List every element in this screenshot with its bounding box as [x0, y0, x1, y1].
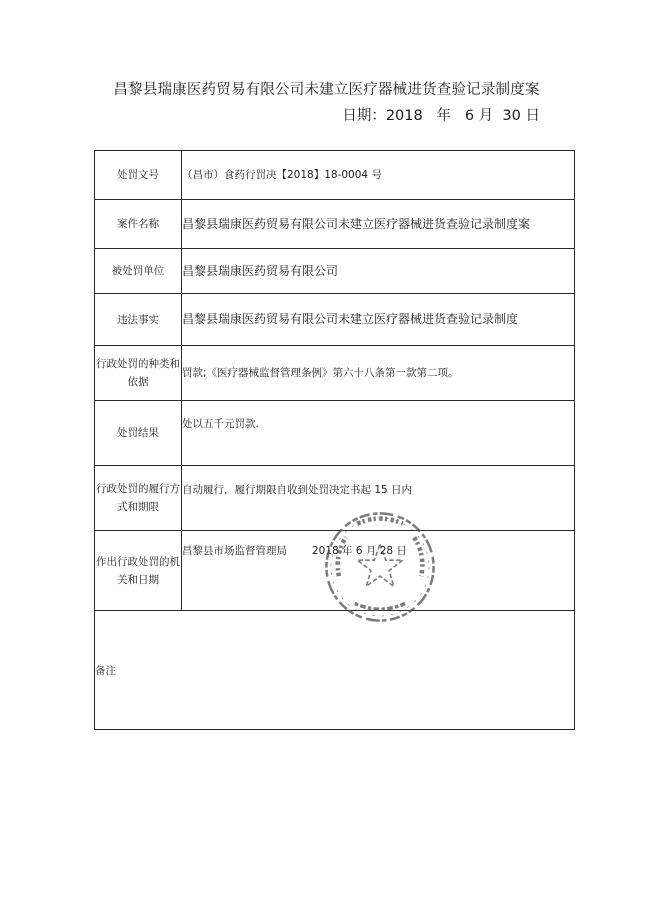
- row-label-penalized-entity: 被处罚单位: [95, 249, 182, 294]
- document-title: 昌黎县瑞康医药贸易有限公司未建立医疗器械进货查验记录制度案: [113, 82, 540, 98]
- document-date: 日期：2018 年 6 月 30 日: [342, 108, 540, 124]
- official-seal-stamp: [323, 510, 437, 624]
- decision-date: 2018 年 6 月 28 日: [312, 545, 407, 557]
- row-label-penalty-type-basis: 行政处罚的种类和依据: [95, 346, 182, 401]
- row-value-execution-method: 自动履行，履行期限自收到处罚决定书起 15 日内: [182, 466, 575, 531]
- table-row: [95, 346, 575, 401]
- remarks-label: 备注: [95, 611, 575, 730]
- row-label-violation-facts: 违法事实: [95, 294, 182, 346]
- row-value-case-name: 昌黎县瑞康医药贸易有限公司未建立医疗器械进货查验记录制度案: [182, 200, 575, 249]
- row-value-penalty-result: 处以五千元罚款.: [182, 401, 575, 466]
- row-label-decision-number: 处罚文号: [95, 151, 182, 200]
- table-row: [95, 249, 575, 294]
- row-value-violation-facts: 昌黎县瑞康医药贸易有限公司未建立医疗器械进货查验记录制度: [182, 294, 575, 346]
- row-value-penalty-type-basis: 罚款;《医疗器械监督管理条例》第六十八条第一款第二项。: [182, 346, 575, 401]
- penalty-info-table: [94, 150, 575, 730]
- row-value-penalized-entity: 昌黎县瑞康医药贸易有限公司: [182, 249, 575, 294]
- seal-graphic: [326, 513, 433, 620]
- authority-name: 昌黎县市场监督管理局: [182, 545, 287, 557]
- row-label-execution-method: 行政处罚的履行方式和期限: [95, 466, 182, 531]
- row-label-case-name: 案件名称: [95, 200, 182, 249]
- table-row: [95, 294, 575, 346]
- table-row: [95, 200, 575, 249]
- table-row: [95, 151, 575, 200]
- row-value-decision-number: （昌市）食药行罚决【2018】18-0004 号: [182, 151, 575, 200]
- table-row: [95, 401, 575, 466]
- row-label-penalty-result: 处罚结果: [95, 401, 182, 466]
- row-label-authority-date: 作出行政处罚的机关和日期: [95, 531, 182, 611]
- table-row: [95, 611, 575, 730]
